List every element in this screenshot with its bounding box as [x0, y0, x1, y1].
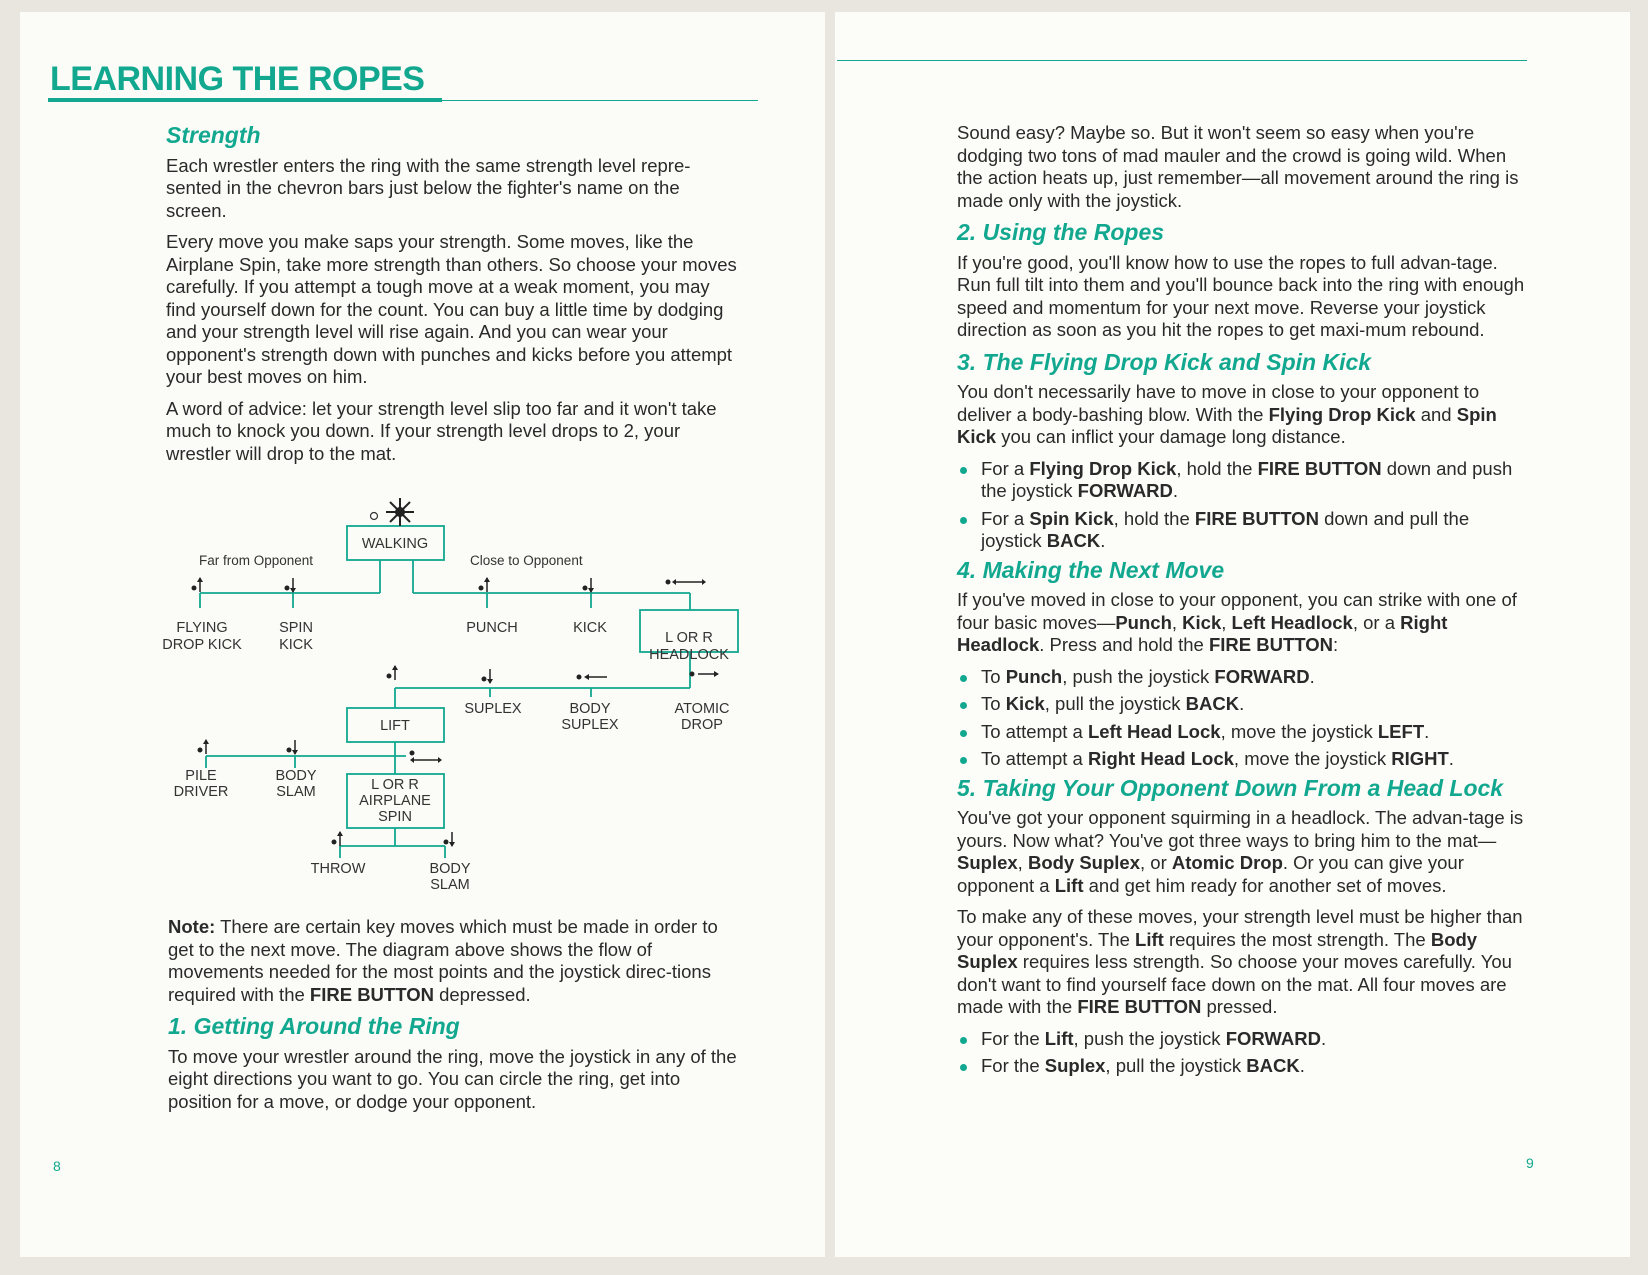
paragraph: Every move you make saps your strength. Some moves, like the Airplane Spin, take more strength than others. So choose your moves carefully. If you attempt a tough move at a weak moment, you may find yourself down for the count. You can buy a little time by dodging and your strength level will rise again. And you can wear your opponent's strength down with punches and kicks before you attempt your best moves on him.	[166, 231, 737, 387]
headlock-label-1: L OR R	[665, 630, 713, 646]
bullet-icon	[960, 467, 967, 474]
start-burst-icon	[371, 498, 415, 526]
paragraph: If you're good, you'll know how to use the ropes to full advan-tage. Run full tilt into them and you'll bounce back into the ring with enough speed and momentum for your next move. Reverse your joystick direction as soon as you hit the ropes to get maxi-mum rebound.	[957, 251, 1525, 340]
page-number-left: 8	[53, 1158, 61, 1174]
joystick-left-right-icon	[666, 579, 707, 585]
list-item: To Kick, pull the joystick BACK.	[957, 693, 1532, 716]
atomic-drop-label-2: DROP	[681, 717, 723, 733]
airplane-spin-label-1: L OR R	[371, 777, 419, 793]
body-slam-2-label-2: SLAM	[430, 877, 470, 893]
joystick-forward-icon	[479, 577, 491, 592]
joystick-back-icon	[482, 669, 494, 684]
bullet-icon	[960, 730, 967, 737]
pile-driver-label-2: DRIVER	[173, 784, 229, 800]
joystick-forward-icon	[332, 831, 344, 846]
body-suplex-label-2: SUPLEX	[561, 717, 619, 733]
bullet-icon	[960, 757, 967, 764]
kick-label: KICK	[573, 620, 607, 636]
list-item: For a Spin Kick, hold the FIRE BUTTON down and pull the joystick BACK.	[957, 508, 1532, 553]
joystick-back-icon	[583, 578, 595, 593]
list-item: For the Suplex, pull the joystick BACK.	[957, 1055, 1532, 1078]
list-item: To attempt a Left Head Lock, move the joystick LEFT.	[957, 721, 1532, 744]
list-item: To Punch, push the joystick FORWARD.	[957, 666, 1532, 689]
flying-drop-kick-label-2: DROP KICK	[162, 637, 242, 653]
page-number-right: 9	[1526, 1155, 1534, 1171]
joystick-left-right-icon	[410, 751, 443, 764]
top-rule	[837, 60, 1527, 61]
headlock-label-2: HEADLOCK	[649, 647, 729, 663]
body-slam-2-label-1: BODY	[429, 861, 471, 877]
joystick-back-icon	[444, 832, 456, 847]
section-title-next-move: 4. Making the Next Move	[957, 556, 1225, 583]
bullet-icon	[960, 517, 967, 524]
joystick-back-icon	[287, 740, 299, 755]
far-from-opponent-label: Far from Opponent	[199, 553, 314, 568]
spin-kick-label-2: KICK	[279, 637, 313, 653]
close-to-opponent-label: Close to Opponent	[470, 553, 583, 568]
spin-kick-label-1: SPIN	[279, 620, 313, 636]
joystick-forward-icon	[387, 665, 399, 680]
atomic-drop-label-1: ATOMIC	[674, 701, 730, 717]
joystick-forward-icon	[192, 577, 204, 592]
list-item: For the Lift, push the joystick FORWARD.	[957, 1028, 1532, 1051]
right-page	[835, 12, 1630, 1257]
body-slam-label-2: SLAM	[276, 784, 316, 800]
suplex-label: SUPLEX	[464, 701, 522, 717]
intro-paragraph: Sound easy? Maybe so. But it won't seem so easy when you're dodging two tons of mad mauler and the crowd is going wild. When the action heats up, just remember—all movement around the ring is made only with the joystick.	[957, 122, 1519, 211]
list-item: To attempt a Right Head Lock, move the joystick RIGHT.	[957, 748, 1532, 771]
strength-section	[166, 118, 742, 474]
section-title-head-lock: 5. Taking Your Opponent Down From a Head Lock	[957, 774, 1504, 801]
list-item: For a Flying Drop Kick, hold the FIRE BUTTON down and push the joystick FORWARD.	[957, 458, 1532, 503]
page-title: LEARNING THE ROPES	[50, 60, 425, 98]
punch-label: PUNCH	[466, 620, 518, 636]
left-page	[20, 12, 825, 1257]
paragraph: You've got your opponent squirming in a headlock. The advan-tage is yours. Now what? You've got three ways to bring him to the mat—Suplex, Body Suplex, or Atomic Drop. Or you can give your opponent a Lift and get him ready for another set of moves.	[957, 807, 1524, 896]
joystick-right-icon	[690, 671, 720, 677]
bullet-icon	[960, 702, 967, 709]
joystick-back-icon	[285, 578, 297, 593]
paragraph: Each wrestler enters the ring with the same strength level repre-sented in the chevron bars just below the fighter's name on the screen.	[166, 154, 691, 221]
paragraph: To move your wrestler around the ring, move the joystick in any of the eight directions you want to go. You can circle the ring, get into position for a move, or dodge your opponent.	[168, 1045, 737, 1112]
bullet-icon	[960, 1064, 967, 1071]
flying-drop-kick-label-1: FLYING	[176, 620, 228, 636]
section-title-getting-around: 1. Getting Around the Ring	[168, 1013, 460, 1039]
pile-driver-label-1: PILE	[185, 768, 217, 784]
airplane-spin-label-3: SPIN	[378, 809, 412, 825]
bullet-icon	[960, 1037, 967, 1044]
body-suplex-label-1: BODY	[569, 701, 611, 717]
note-paragraph: Note: There are certain key moves which must be made in order to get to the next move. The diagram above shows the flow of movements needed for the most points and the joystick direc-tions required with the FIRE BUTTON depressed.	[168, 916, 718, 1005]
walking-label: WALKING	[361, 536, 429, 552]
bullet-icon	[960, 675, 967, 682]
section-title-flying-drop-kick: 3. The Flying Drop Kick and Spin Kick	[957, 348, 1372, 375]
body-slam-label-1: BODY	[275, 768, 317, 784]
paragraph: If you've moved in close to your opponent, you can strike with one of four basic moves—Punch, Kick, Left Headlock, or a Right Headlock. Press and hold the FIRE BUTTON:	[957, 589, 1517, 655]
paragraph: A word of advice: let your strength level slip too far and it won't take much to knock you down. If your strength level drops to 2, your wrestler will drop to the mat.	[166, 397, 717, 464]
section-title-strength: Strength	[166, 122, 261, 148]
paragraph: You don't necessarily have to move in close to your opponent to deliver a body-bashing blow. With the Flying Drop Kick and Spin Kick you can inflict your damage long distance.	[957, 381, 1497, 447]
joystick-forward-icon	[198, 739, 210, 754]
joystick-left-icon	[577, 674, 608, 680]
note-section	[168, 916, 746, 1122]
right-column	[957, 122, 1532, 1083]
airplane-spin-label-2: AIRPLANE	[359, 793, 431, 809]
section-title-using-ropes: 2. Using the Ropes	[957, 219, 1165, 245]
title-rule	[48, 100, 758, 101]
throw-label: THROW	[310, 861, 366, 877]
move-flow-diagram	[150, 490, 750, 900]
lift-label: LIFT	[380, 718, 410, 734]
paragraph: To make any of these moves, your strength level must be higher than your opponent's. The Lift requires the most strength. The Body Suplex requires less strength. So choose your moves carefully. You don't want to find yourself face down on the mat. All four moves are made with the FIRE BUTTON pressed.	[957, 906, 1523, 1017]
